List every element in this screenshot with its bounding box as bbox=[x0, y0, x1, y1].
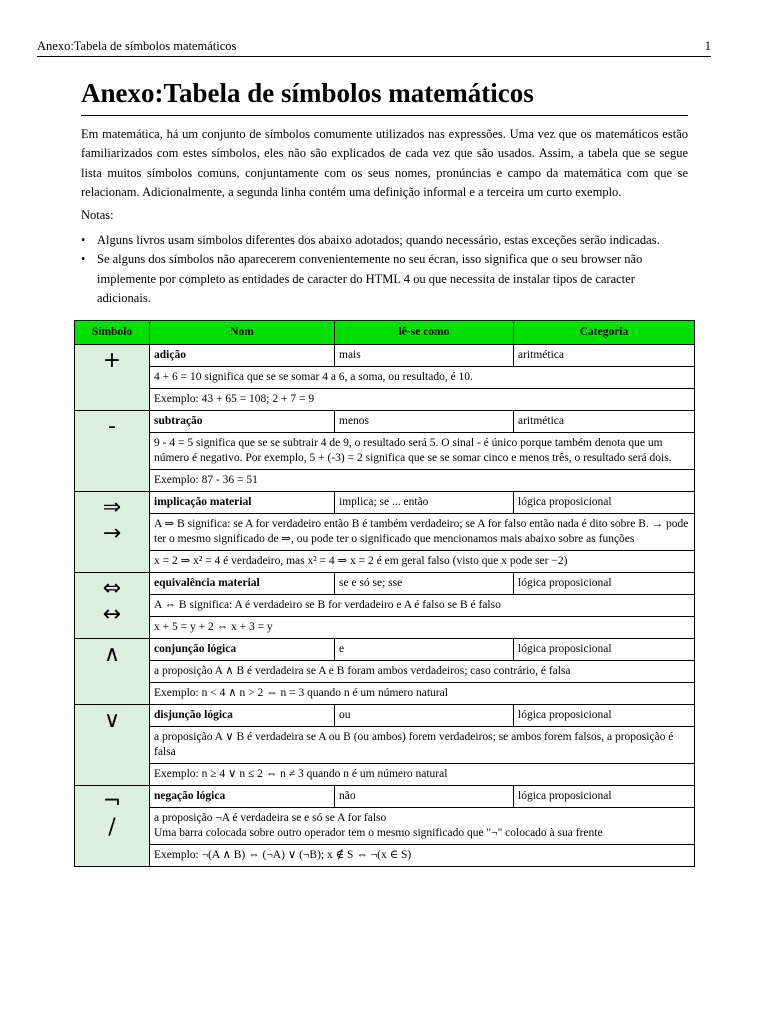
symbols-table bbox=[74, 320, 695, 867]
symbol-reads: não bbox=[335, 786, 514, 808]
symbol-glyph: ⇔ bbox=[102, 576, 122, 601]
header-name: Nom bbox=[150, 321, 335, 345]
table-row bbox=[75, 845, 695, 867]
table-row bbox=[75, 433, 695, 470]
page-number: 1 bbox=[704, 39, 711, 53]
symbol-category: lógica proposicional bbox=[514, 705, 695, 727]
symbol-name: conjunção lógica bbox=[150, 639, 335, 661]
symbol-category: lógica proposicional bbox=[514, 573, 695, 595]
header-category: Categoria bbox=[514, 321, 695, 345]
symbol-reads: implica; se ... então bbox=[335, 492, 514, 514]
symbol-reads: ou bbox=[335, 705, 514, 727]
symbol-example: x + 5 = y + 2 ⇔ x + 3 = y bbox=[150, 617, 695, 639]
table-row bbox=[75, 573, 695, 595]
symbol-name: negação lógica bbox=[150, 786, 335, 808]
symbol-example: Exemplo: 87 - 36 = 51 bbox=[150, 470, 695, 492]
symbol-cell bbox=[75, 492, 150, 573]
symbol-glyph: + bbox=[102, 348, 122, 373]
symbol-reads: menos bbox=[335, 411, 514, 433]
table-row bbox=[75, 661, 695, 683]
symbol-definition: a proposição A ∨ B é verdadeira se A ou B (ou ambos) forem verdadeiros; se ambos forem falsos, a proposição é falsa bbox=[150, 727, 695, 764]
symbol-definition: 4 + 6 = 10 significa que se se somar 4 a 6, a soma, ou resultado, é 10. bbox=[150, 367, 695, 389]
table-row bbox=[75, 808, 695, 845]
symbol-definition: a proposição ¬A é verdadeira se e só se A for falso bbox=[154, 812, 387, 824]
header-symbol: Símbolo bbox=[75, 321, 150, 345]
symbol-reads: mais bbox=[335, 345, 514, 367]
symbol-cell bbox=[75, 411, 150, 492]
symbol-glyph: ∧ bbox=[103, 642, 121, 667]
symbol-cell bbox=[75, 345, 150, 411]
symbol-category: aritmética bbox=[514, 345, 695, 367]
symbol-definition: A ⇒ B significa: se A for verdadeiro então B é também verdadeiro; se A for falso então nada é dito sobre B. → pode ter o mesmo significado de ⇒, ou pode ter o significado que mencionamos mais abaixo sobre as funções bbox=[150, 514, 695, 551]
symbol-glyph: → bbox=[102, 521, 122, 546]
table-row bbox=[75, 551, 695, 573]
running-header bbox=[37, 38, 711, 57]
symbol-category: lógica proposicional bbox=[514, 786, 695, 808]
symbol-cell bbox=[75, 639, 150, 705]
table-row bbox=[75, 727, 695, 764]
symbol-cell bbox=[75, 705, 150, 786]
table-row bbox=[75, 764, 695, 786]
table-row bbox=[75, 470, 695, 492]
symbol-glyph: ↔ bbox=[102, 602, 122, 627]
symbol-example: Exemplo: 43 + 65 = 108; 2 + 7 = 9 bbox=[150, 389, 695, 411]
symbol-example: Exemplo: n < 4 ∧ n > 2 ⇔ n = 3 quando n é um número natural bbox=[150, 683, 695, 705]
table-row bbox=[75, 514, 695, 551]
symbol-definition: a proposição A ∧ B é verdadeira se A e B foram ambos verdadeiros; caso contrário, é falsa bbox=[150, 661, 695, 683]
symbol-category: lógica proposicional bbox=[514, 639, 695, 661]
table-row bbox=[75, 705, 695, 727]
table-row bbox=[75, 411, 695, 433]
symbol-name: equivalência material bbox=[150, 573, 335, 595]
symbol-name: subtração bbox=[150, 411, 335, 433]
table-row bbox=[75, 786, 695, 808]
header-reads: lê-se como bbox=[335, 321, 514, 345]
symbol-example: Exemplo: n ≥ 4 ∨ n ≤ 2 ⇔ n ≠ 3 quando n é um número natural bbox=[150, 764, 695, 786]
symbol-definition-extra: Uma barra colocada sobre outro operador tem o mesmo significado que "¬" colocado à sua frente bbox=[154, 827, 603, 839]
table-header-row bbox=[75, 321, 695, 345]
notes-label: Notas: bbox=[81, 208, 114, 222]
symbol-name: disjunção lógica bbox=[150, 705, 335, 727]
table-row bbox=[75, 389, 695, 411]
symbol-category: aritmética bbox=[514, 411, 695, 433]
table-row bbox=[75, 639, 695, 661]
table-row bbox=[75, 683, 695, 705]
notes-list bbox=[81, 231, 688, 309]
symbol-example: Exemplo: ¬(A ∧ B) ⇔ (¬A) ∨ (¬B); x ∉ S ⇔ ¬(x ∈ S) bbox=[150, 845, 695, 867]
symbol-category: lógica proposicional bbox=[514, 492, 695, 514]
symbol-reads: se e só se; sse bbox=[335, 573, 514, 595]
running-header-title: Anexo:Tabela de símbolos matemáticos bbox=[37, 39, 237, 53]
symbol-definition: 9 - 4 = 5 significa que se se subtrair 4 de 9, o resultado será 5. O sinal - é único porque também denota que um número é negativo. Por exemplo, 5 + (-3) = 2 significa que se se somar cinco e menos três, o resultado será dois. bbox=[150, 433, 695, 470]
symbol-name: implicação material bbox=[150, 492, 335, 514]
symbol-cell bbox=[75, 573, 150, 639]
table-row bbox=[75, 345, 695, 367]
symbol-glyph: / bbox=[108, 815, 116, 840]
page-title: Anexo:Tabela de símbolos matemáticos bbox=[81, 76, 688, 116]
symbol-definition: A ⇔ B significa: A é verdadeiro se B for verdadeiro e A é falso se B é falso bbox=[150, 595, 695, 617]
symbol-example: x = 2 ⇒ x² = 4 é verdadeiro, mas x² = 4 ⇒ x = 2 é em geral falso (visto que x pode ser −2) bbox=[150, 551, 695, 573]
symbol-glyph: ⇒ bbox=[102, 495, 122, 520]
table-row bbox=[75, 367, 695, 389]
symbol-glyph: - bbox=[108, 414, 116, 439]
table-row bbox=[75, 492, 695, 514]
symbol-glyph: ∨ bbox=[103, 708, 121, 733]
table-row bbox=[75, 617, 695, 639]
note-item: • Se alguns dos símbolos não aparecerem convenientemente no seu écran, isso significa que o seu browser não implemente por completo as entidades de caracter do HTML 4 ou que necessita de instalar tipos de caracter adicionais. bbox=[81, 250, 688, 308]
symbol-reads: e bbox=[335, 639, 514, 661]
intro-paragraph: Em matemática, há um conjunto de símbolos comumente utilizados nas expressões. Uma vez que os matemáticos estão familiarizados com estes símbolos, eles não são explicados de cada vez que são usados. Assim, a tabela que se segue lista muitos símbolos comuns, conjuntamente com os seus nomes, pronúncias e campo da matemática com que se relacionam. Adicionalmente, a segunda linha contém uma definição informal e a terceira um curto exemplo. bbox=[81, 127, 688, 200]
symbol-name: adição bbox=[150, 345, 335, 367]
note-item: • Alguns livros usam símbolos diferentes dos abaixo adotados; quando necessário, estas exceções serão indicadas. bbox=[81, 231, 688, 250]
symbol-cell bbox=[75, 786, 150, 867]
symbol-definition-cell bbox=[150, 808, 695, 845]
table-row bbox=[75, 595, 695, 617]
symbol-glyph: ¬ bbox=[102, 789, 122, 814]
